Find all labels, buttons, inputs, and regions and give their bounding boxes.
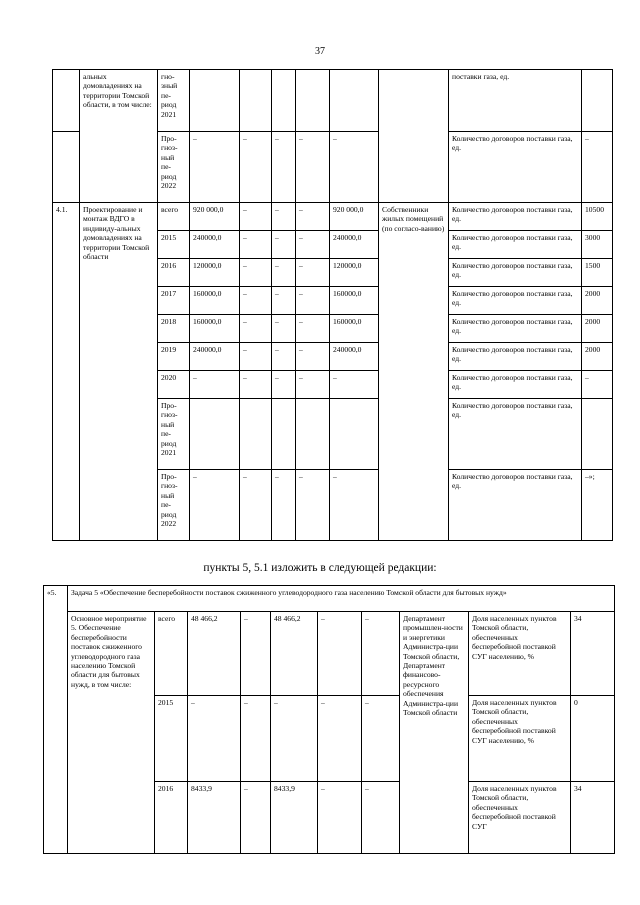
table-lower [43, 585, 615, 854]
item-name: Основное мероприятие 5. Обеспечение бесперебойности поставок сжиженного углеводородного газа населению Томской области для бытовых нужд, в том числе: [68, 612, 155, 854]
table-row: 2019 240000,0 – – – 240000,0 Количество договоров поставки газа, ед. 2000 [53, 343, 613, 371]
table-row: 2015 240000,0 – – – 240000,0 Количество договоров поставки газа, ед. 3000 [53, 231, 613, 259]
executor-cell: Собственники жилых помещений (по согласо-ванию) [379, 203, 449, 541]
table-row: Про-гноз-ный пе-риод 2022 – – – – – Количество договоров поставки газа, ед. –»; [53, 470, 613, 541]
item-number: «5. [44, 586, 68, 854]
table-row: Про-гноз-ный пе-риод 2022 – – – – – Количество договоров поставки газа, ед. – [53, 132, 613, 203]
item-number: 4.1. [53, 203, 80, 541]
page-number: 37 [315, 46, 325, 57]
executor-cell: Департамент промышлен-ности и энергетики Администра-ции Томской области, Департамент финансово-ресурсного обеспечения Администра-ции Томской области [400, 612, 469, 854]
table-row: 2016 120000,0 – – – 120000,0 Количество договоров поставки газа, ед. 1500 [53, 259, 613, 287]
table-row: 4.1. Проектирование и монтаж ВДГО в индивиду-альных домовладениях на территории Томской области всего 920 000,0 – – – 920 000,0 Собственники жилых помещений (по согласо-ванию) Количество договоров поставки газа, ед. 10500 [53, 203, 613, 231]
table-row: 2020 – – – – – Количество договоров поставки газа, ед. – [53, 371, 613, 399]
table-row: 2016 8433,9 – 8433,9 – – Доля населенных пунктов Томской области, обеспеченных бесперебойной поставкой СУГ 34 [44, 782, 615, 854]
table-row [44, 586, 615, 612]
task-title: Задача 5 «Обеспечение бесперебойности поставок сжиженного углеводородного газа населению Томской области для бытовых нужд» [68, 586, 615, 612]
table-row: 2018 160000,0 – – – 160000,0 Количество договоров поставки газа, ед. 2000 [53, 315, 613, 343]
item-name: Проектирование и монтаж ВДГО в индивиду-альных домовладениях на территории Томской области [80, 203, 158, 541]
table-row: Основное мероприятие 5. Обеспечение бесперебойности поставок сжиженного углеводородного газа населению Томской области для бытовых нужд, в том числе: всего 48 466,2 – 48 466,2 – – Департамент промышлен-ности и энергетики Администра-ции Томской области, Департамент финансово-ресурсного обеспечения Администра-ции Томской области Доля населенных пунктов Томской области, обеспеченных бесперебойной поставкой СУГ населению, % 34 [44, 612, 615, 696]
table-row [53, 70, 613, 132]
year-cell: гно-зный пе-риод 2021 [158, 70, 190, 132]
name-cell: альных домовладениях на территории Томской области, в том числе: [80, 70, 158, 203]
table-row: Про-гноз-ный пе-риод 2021 Количество договоров поставки газа, ед. [53, 399, 613, 470]
year-cell: Про-гноз-ный пе-риод 2022 [158, 132, 190, 203]
table-row: 2017 160000,0 – – – 160000,0 Количество договоров поставки газа, ед. 2000 [53, 287, 613, 315]
indicator-cell: Количество договоров поставки газа, ед. [449, 132, 582, 203]
table-row: 2015 – – – – – Доля населенных пунктов Томской области, обеспеченных бесперебойной поставкой СУГ населению, % 0 [44, 696, 615, 782]
section-caption: пункты 5, 5.1 изложить в следующей редакции: [203, 562, 437, 574]
table-upper [52, 69, 613, 541]
indicator-cell: поставки газа, ед. [449, 70, 582, 132]
